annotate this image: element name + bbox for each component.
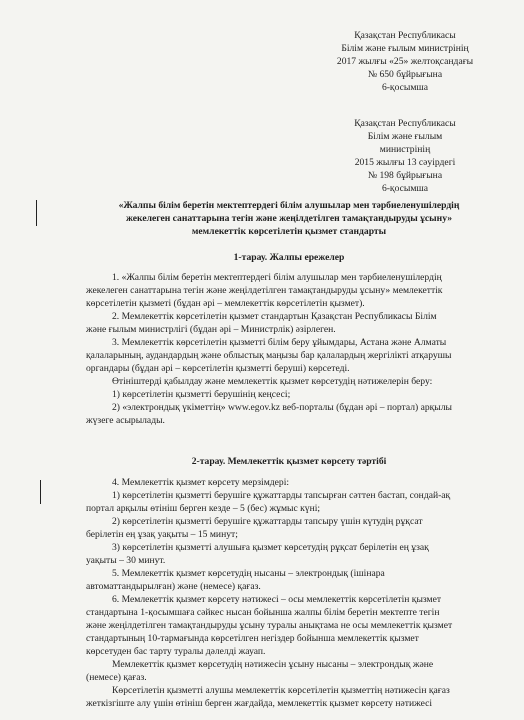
header-line: № 198 бұйрығына [367, 170, 443, 181]
text-line: Көрсетілетін қызметті алушы мемлекеттік көрсетілетін қызметтің нәтижесін қағаз [112, 685, 450, 696]
text-line: (немесе) қағаз. [86, 672, 147, 683]
title-line: жекелеген санаттарына тегін және жеңілдетілген тамақтандыруды ұсыну» [125, 213, 453, 224]
header-line: Білім және ғылым [367, 131, 443, 142]
text-line: жеткізгіште алу үшін өтініш берген жағдайда, мемлекеттік қызмет көрсету нәтижесі [86, 698, 433, 709]
text-line: берілетін ең ұзақ уақыты – 15 минут; [86, 529, 238, 540]
header-line: Қазақстан Республикасы [354, 30, 456, 41]
text-line: 4. Мемлекеттік қызмет көрсету мерзімдері: [112, 477, 290, 488]
text-line: көрсетуден бас тарту туралы дәлелді жауап. [86, 646, 266, 657]
text-line: 5. Мемлекеттік қызмет көрсетудің нысаны – электрондық (ішінара [112, 568, 385, 579]
text-line: қалаларының, аудандардың және облыстық маңызы бар қалалардың жергілікті атқарушы [86, 350, 452, 361]
text-line: жекелеген санаттарына тегін және жеңілдетілген тамақтандыруды ұсыну» мемлекеттік [86, 285, 443, 296]
header-line: министрінің [379, 144, 431, 155]
header-line: № 650 бұйрығына [367, 69, 443, 80]
text-line: жүзеге асырылады. [86, 415, 165, 426]
text-line: 6. Мемлекеттік қызмет көрсету нәтижесі – осы мемлекеттік көрсетілетін қызмет [112, 594, 442, 605]
header-line: Қазақстан Республикасы [354, 118, 456, 129]
header-line: 2017 жылғы «25» желтоқсандағы [336, 56, 474, 67]
text-line: 1) көрсетілетін қызметті берушінің кеңсесі; [112, 389, 291, 400]
header-line: Білім және ғылым министрінің [341, 43, 469, 54]
section-heading-1: 1-тарау. Жалпы ережелер [233, 252, 345, 263]
text-line: 1. «Жалпы білім беретін мектептердегі білім алушылар мен тәрбиеленушілердің [112, 272, 442, 283]
title-line: мемлекеттік көрсетілетін қызмет стандарты [191, 226, 387, 237]
text-line: уақыты – 30 минут. [86, 555, 166, 566]
text-line: 2. Мемлекеттік көрсетілетін қызмет стандартын Қазақстан Республикасы Білім [112, 311, 437, 322]
text-line: және ғылым министрлігі (бұдан әрі – Министрлік) әзірлеген. [86, 324, 336, 335]
text-line: автоматтандырылған) және (немесе) қағаз. [86, 581, 261, 592]
text-line: органдары (бұдан әрі – көрсетілетін қызметті беруші) көрсетеді. [86, 363, 350, 374]
text-line: 2) «электрондық үкіметтің» www.egov.kz веб-порталы (бұдан әрі – портал) арқылы [112, 402, 452, 413]
margin-mark [40, 480, 41, 504]
text-line: көрсетілетін қызметі (бұдан әрі – мемлекеттік көрсетілетін қызмет). [86, 298, 365, 309]
text-line: стандартының 10-тармағында көрсетілген негіздер бойынша мемлекеттік қызмет [86, 633, 419, 644]
title-line: «Жалпы білім беретін мектептердегі білім алушылар мен тәрбиеленушілердің [118, 200, 460, 211]
header-line: 6-қосымша [381, 82, 429, 93]
margin-mark [36, 200, 37, 226]
section-heading-2: 2-тарау. Мемлекеттік қызмет көрсету тәртібі [191, 456, 387, 467]
text-line: 3) көрсетілетін қызметті алушыға қызмет көрсетудің рұқсат берілетін ең ұзақ [112, 542, 429, 553]
header-line: 2015 жылғы 13 сәуірдегі [354, 157, 456, 168]
text-line: портал арқылы өтініш берген кезде – 5 (бес) жұмыс күні; [86, 503, 321, 514]
text-line: 1) көрсетілетін қызметті берушіге құжаттарды тапсырған сәттен бастап, сондай-ақ [112, 490, 451, 501]
text-line: Өтініштерді қабылдау және мемлекеттік қызмет көрсетудің нәтижелерін беру: [112, 376, 433, 387]
text-line: 3. Мемлекеттік көрсетілетін қызметті білім беру ұйымдары, Астана және Алматы [112, 337, 447, 348]
text-line: 2) көрсетілетін қызметті берушіге құжаттарды тапсыру үшін күтудің рұқсат [112, 516, 423, 527]
header-line: 6-қосымша [381, 183, 429, 194]
text-line: стандартына 1-қосымшаға сәйкес нысан бойынша жалпы білім беретін мектепте тегін [86, 607, 440, 618]
text-line: және жеңілдетілген тамақтандыруды ұсыну туралы анықтама не осы мемлекеттік қызмет [86, 620, 453, 631]
text-line: Мемлекеттік қызмет көрсетудің нәтижесін ұсыну нысаны – электрондық және [112, 659, 434, 670]
